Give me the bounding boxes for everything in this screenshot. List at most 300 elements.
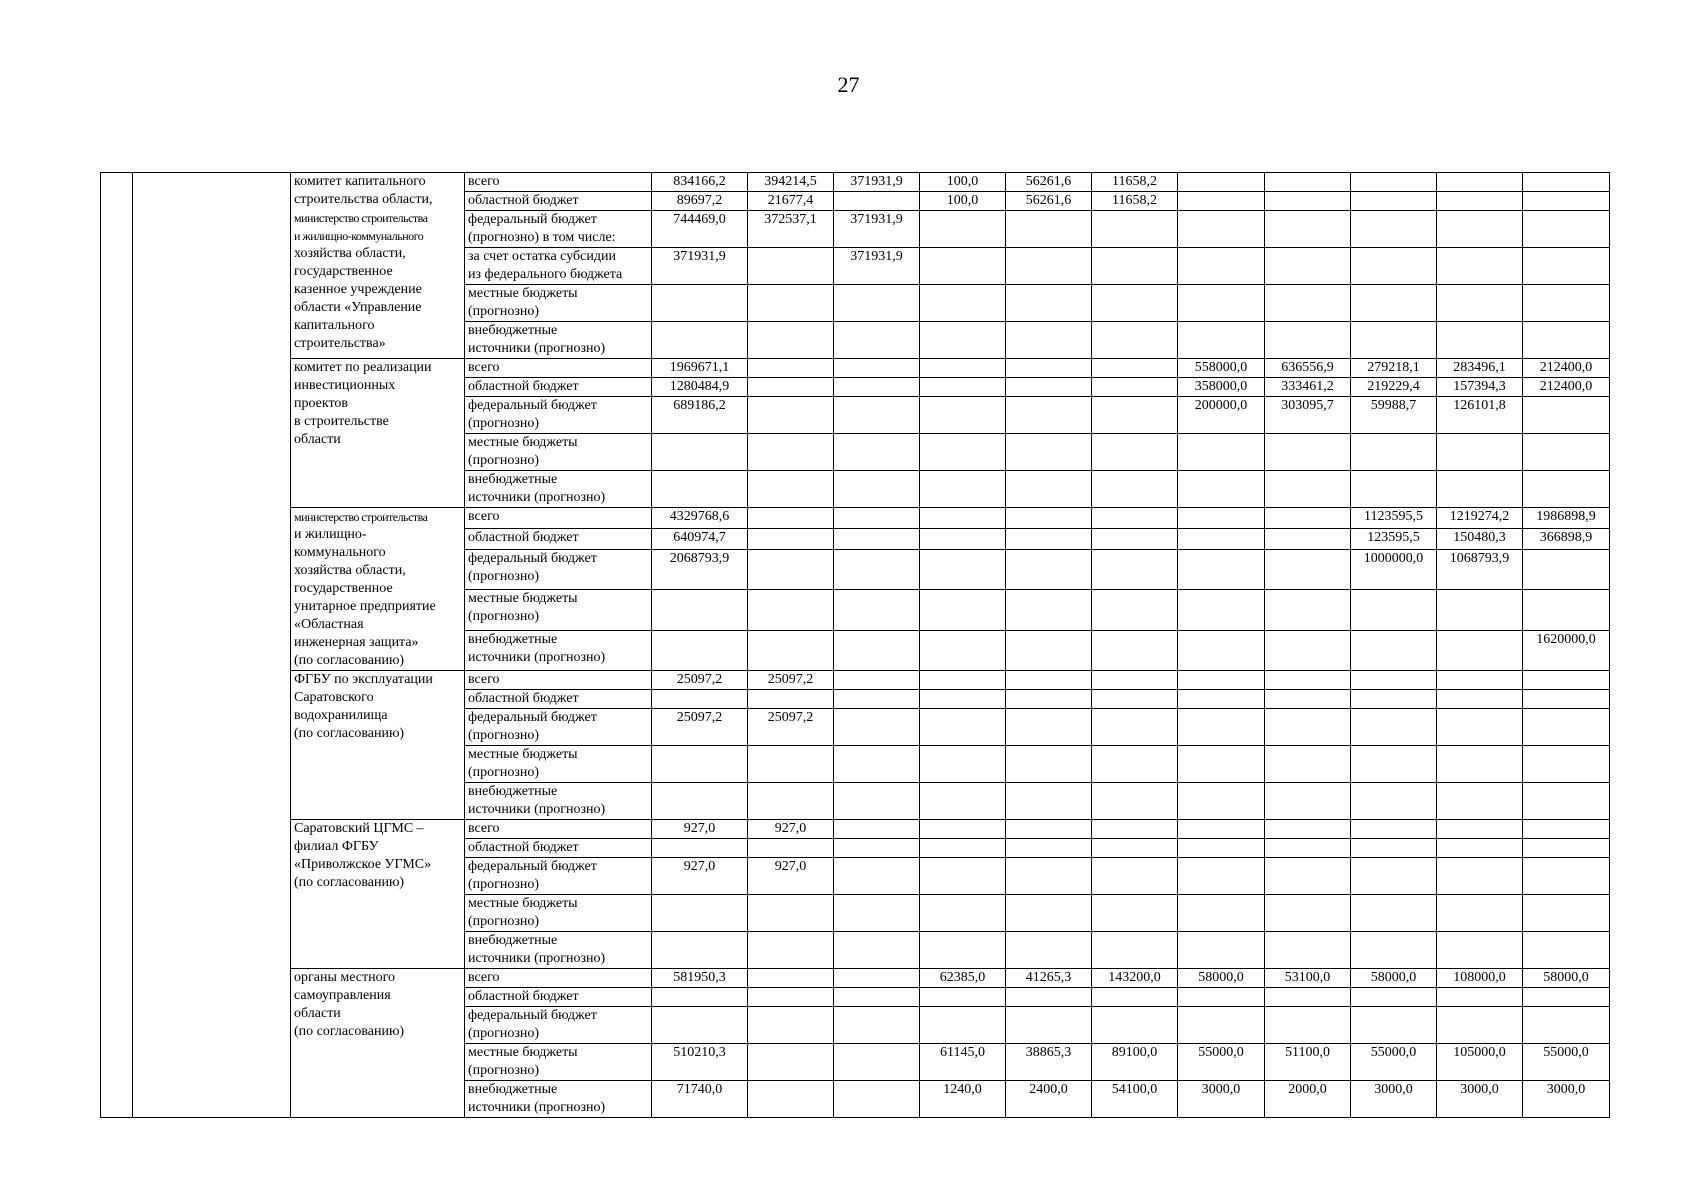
amount-cell [748,690,834,709]
amount-cell: 640974,7 [652,528,748,549]
funding-source-line: всего [468,970,500,985]
funding-source-cell [465,690,652,709]
amount-cell [1006,820,1092,839]
amount-cell: 200000,0 [1178,397,1265,434]
funding-source-line: внебюджетные [468,1082,558,1097]
amount-cell [1178,932,1265,969]
amount-cell [1265,988,1351,1007]
amount-cell [1092,508,1178,529]
amount-cell [652,590,748,630]
amount-cell [920,820,1006,839]
executor-line: хозяйства области, [294,246,406,261]
amount-cell [1351,192,1437,211]
amount-cell [1006,671,1092,690]
amount-cell [1523,549,1610,589]
executor-line: (по согласованию) [294,726,405,741]
amount-cell: 2068793,9 [652,549,748,589]
amount-cell [1523,471,1610,508]
amount-cell [1437,590,1523,630]
funding-source-cell [465,471,652,508]
amount-cell [652,322,748,359]
amount-cell [1351,285,1437,322]
amount-cell [652,839,748,858]
amount-cell [834,630,920,671]
amount-cell: 143200,0 [1092,969,1178,988]
amount-cell: 371931,9 [834,248,920,285]
table-row [101,508,1610,529]
amount-cell [748,528,834,549]
amount-cell: 51100,0 [1265,1044,1351,1081]
amount-cell [748,378,834,397]
amount-cell [748,895,834,932]
amount-cell [652,690,748,709]
amount-cell [920,359,1006,378]
amount-cell [1437,322,1523,359]
amount-cell [652,783,748,820]
amount-cell [920,248,1006,285]
amount-cell: 1969671,1 [652,359,748,378]
funding-source-line: областной бюджет [468,379,579,394]
executor-line: инженерная защита» [294,635,419,650]
funding-source-cell [465,528,652,549]
amount-cell: 108000,0 [1437,969,1523,988]
amount-cell [1178,322,1265,359]
amount-cell [1265,820,1351,839]
amount-cell: 150480,3 [1437,528,1523,549]
amount-cell [834,378,920,397]
executor-line: и жилищно-коммунального [294,229,424,243]
amount-cell [652,1007,748,1044]
amount-cell [1523,1007,1610,1044]
funding-source-line: внебюджетные [468,323,558,338]
table-row [101,671,1610,690]
amount-cell [1092,671,1178,690]
amount-cell [748,248,834,285]
funding-source-cell [465,783,652,820]
amount-cell [1006,858,1092,895]
funding-source-line: источники (прогнозно) [468,1100,606,1115]
amount-cell: 3000,0 [1437,1081,1523,1118]
amount-cell: 25097,2 [652,709,748,746]
amount-cell [748,508,834,529]
funding-source-cell [465,820,652,839]
amount-cell [1006,709,1092,746]
funding-source-line: федеральный бюджет [468,398,597,413]
amount-cell [1437,858,1523,895]
amount-cell: 25097,2 [748,671,834,690]
amount-cell: 25097,2 [652,671,748,690]
amount-cell [1178,173,1265,192]
amount-cell: 56261,6 [1006,173,1092,192]
amount-cell [1351,746,1437,783]
amount-cell [1265,322,1351,359]
amount-cell [920,895,1006,932]
amount-cell [920,932,1006,969]
funding-source-cell [465,1044,652,1081]
executor-line: казенное учреждение [294,282,422,297]
amount-cell [1006,248,1092,285]
amount-cell: 3000,0 [1351,1081,1437,1118]
amount-cell [748,397,834,434]
amount-cell [920,471,1006,508]
funding-source-line: местные бюджеты [468,435,578,450]
funding-source-cell [465,932,652,969]
amount-cell [748,434,834,471]
amount-cell [1092,630,1178,671]
amount-cell [920,397,1006,434]
amount-cell [1437,839,1523,858]
amount-cell [834,192,920,211]
amount-cell [652,285,748,322]
executor-cell [291,969,465,1118]
amount-cell [1437,173,1523,192]
amount-cell: 100,0 [920,192,1006,211]
amount-cell [920,590,1006,630]
amount-cell [748,783,834,820]
amount-cell: 126101,8 [1437,397,1523,434]
amount-cell [1351,690,1437,709]
amount-cell [748,590,834,630]
amount-cell: 56261,6 [1006,192,1092,211]
amount-cell [1265,932,1351,969]
amount-cell: 100,0 [920,173,1006,192]
amount-cell: 55000,0 [1178,1044,1265,1081]
amount-cell [1351,820,1437,839]
executor-line: ФГБУ по эксплуатации [294,672,433,687]
amount-cell [834,508,920,529]
amount-cell [1523,895,1610,932]
amount-cell: 927,0 [652,820,748,839]
amount-cell [1178,783,1265,820]
amount-cell [1351,248,1437,285]
funding-source-cell [465,630,652,671]
executor-line: строительства области, [294,192,433,207]
amount-cell [920,630,1006,671]
amount-cell [834,820,920,839]
funding-source-line: областной бюджет [468,691,579,706]
amount-cell [834,549,920,589]
executor-line: области [294,1006,341,1021]
executor-line: филиал ФГБУ [294,839,379,854]
funding-source-line: (прогнозно) [468,1063,540,1078]
amount-cell [1178,895,1265,932]
funding-source-line: федеральный бюджет [468,212,597,227]
funding-source-line: местные бюджеты [468,286,578,301]
amount-cell: 3000,0 [1523,1081,1610,1118]
funding-source-line: всего [468,174,500,189]
funding-source-cell [465,988,652,1007]
amount-cell [1006,528,1092,549]
amount-cell [1006,932,1092,969]
funding-source-cell [465,173,652,192]
amount-cell [1092,895,1178,932]
amount-cell [1523,671,1610,690]
amount-cell [1437,1007,1523,1044]
amount-cell: 11658,2 [1092,192,1178,211]
amount-cell [1523,746,1610,783]
amount-cell [1437,932,1523,969]
amount-cell [1092,783,1178,820]
amount-cell [1092,549,1178,589]
amount-cell: 283496,1 [1437,359,1523,378]
funding-source-line: местные бюджеты [468,1045,578,1060]
funding-source-line: источники (прогнозно) [468,490,606,505]
measure-name-cell [133,173,291,1118]
amount-cell [920,528,1006,549]
executor-line: проектов [294,396,349,411]
amount-cell [1178,630,1265,671]
executor-line: инвестиционных [294,378,396,393]
amount-cell [1178,471,1265,508]
amount-cell: 372537,1 [748,211,834,248]
amount-cell: 366898,9 [1523,528,1610,549]
amount-cell [1351,858,1437,895]
amount-cell: 123595,5 [1351,528,1437,549]
executor-line: органы местного [294,970,395,985]
amount-cell [1351,839,1437,858]
amount-cell: 55000,0 [1523,1044,1610,1081]
funding-source-cell [465,549,652,589]
amount-cell [652,895,748,932]
amount-cell: 89100,0 [1092,1044,1178,1081]
table-row [101,359,1610,378]
amount-cell [1351,671,1437,690]
funding-source-line: (прогнозно) [468,765,540,780]
amount-cell [920,549,1006,589]
amount-cell: 71740,0 [652,1081,748,1118]
amount-cell [1437,471,1523,508]
amount-cell [1178,988,1265,1007]
amount-cell: 2000,0 [1265,1081,1351,1118]
amount-cell [1265,709,1351,746]
executor-line: министерство строительства [294,510,428,524]
amount-cell [834,359,920,378]
page-number: 27 [837,72,860,97]
funding-source-cell [465,746,652,783]
amount-cell [1092,397,1178,434]
amount-cell: 558000,0 [1178,359,1265,378]
funding-source-cell [465,671,652,690]
funding-source-line: всего [468,821,500,836]
amount-cell [834,783,920,820]
amount-cell [834,322,920,359]
amount-cell [834,709,920,746]
executor-line: комитет капитального [294,174,426,189]
amount-cell: 1620000,0 [1523,630,1610,671]
amount-cell [1351,434,1437,471]
amount-cell [1351,211,1437,248]
funding-source-line: областной бюджет [468,193,579,208]
executor-line: в строительстве [294,414,389,429]
funding-source-cell [465,359,652,378]
funding-source-cell [465,248,652,285]
executor-line: Саратовского [294,690,374,705]
amount-cell [1351,895,1437,932]
amount-cell: 58000,0 [1178,969,1265,988]
amount-cell [1265,434,1351,471]
amount-cell [1092,820,1178,839]
funding-source-cell [465,590,652,630]
amount-cell [1178,1007,1265,1044]
amount-cell [1437,746,1523,783]
amount-cell [1437,285,1523,322]
amount-cell [1437,783,1523,820]
executor-line: области «Управление [294,300,422,315]
amount-cell [1092,590,1178,630]
executor-line: государственное [294,581,393,596]
funding-source-line: всего [468,672,500,687]
amount-cell [1178,671,1265,690]
amount-cell: 1280484,9 [652,378,748,397]
amount-cell [920,508,1006,529]
amount-cell [1523,839,1610,858]
amount-cell [1092,211,1178,248]
funding-source-line: (прогнозно) [468,568,540,584]
amount-cell [1523,590,1610,630]
amount-cell [1092,378,1178,397]
executor-line: (по согласованию) [294,875,405,890]
amount-cell [920,988,1006,1007]
amount-cell [1265,508,1351,529]
executor-cell [291,820,465,969]
amount-cell [1092,322,1178,359]
amount-cell [920,783,1006,820]
funding-source-line: (прогнозно) в том числе: [468,230,616,245]
amount-cell [1006,839,1092,858]
amount-cell [1006,322,1092,359]
executor-line: хозяйства области, [294,563,406,578]
amount-cell [1178,434,1265,471]
amount-cell [1006,895,1092,932]
amount-cell [834,690,920,709]
executor-line: государственное [294,264,393,279]
amount-cell [1006,783,1092,820]
amount-cell [1265,1007,1351,1044]
amount-cell [834,1007,920,1044]
amount-cell [1523,988,1610,1007]
amount-cell [920,858,1006,895]
amount-cell [1265,248,1351,285]
amount-cell [1437,630,1523,671]
amount-cell: 2400,0 [1006,1081,1092,1118]
executor-line: (по согласованию) [294,1024,405,1039]
amount-cell [1178,820,1265,839]
funding-source-cell [465,895,652,932]
funding-source-line: местные бюджеты [468,896,578,911]
amount-cell: 3000,0 [1178,1081,1265,1118]
funding-source-cell [465,858,652,895]
amount-cell: 54100,0 [1092,1081,1178,1118]
amount-cell [1351,322,1437,359]
executor-cell [291,173,465,359]
amount-cell [1265,746,1351,783]
amount-cell [1092,285,1178,322]
amount-cell [834,839,920,858]
amount-cell [834,671,920,690]
amount-cell [1351,471,1437,508]
amount-cell [834,932,920,969]
amount-cell [1265,630,1351,671]
amount-cell [1006,746,1092,783]
amount-cell [1092,434,1178,471]
amount-cell [1437,211,1523,248]
funding-source-cell [465,434,652,471]
amount-cell: 21677,4 [748,192,834,211]
funding-source-cell [465,397,652,434]
amount-cell [1178,192,1265,211]
amount-cell [748,359,834,378]
amount-cell [1178,211,1265,248]
amount-cell [1006,211,1092,248]
amount-cell [920,285,1006,322]
amount-cell [920,1007,1006,1044]
amount-cell [1523,285,1610,322]
funding-source-cell [465,1007,652,1044]
amount-cell [1006,630,1092,671]
executor-line: Саратовский ЦГМС – [294,821,424,836]
amount-cell [652,471,748,508]
funding-source-line: внебюджетные [468,784,558,799]
funding-source-line: (прогнозно) [468,609,540,625]
amount-cell [1006,378,1092,397]
funding-source-line: источники (прогнозно) [468,951,606,966]
amount-cell: 636556,9 [1265,359,1351,378]
amount-cell [1265,211,1351,248]
amount-cell [1351,988,1437,1007]
table-row [101,820,1610,839]
executor-line: и жилищно- [294,527,367,542]
funding-source-line: (прогнозно) [468,914,540,929]
amount-cell [748,839,834,858]
funding-source-line: (прогнозно) [468,1026,540,1041]
amount-cell [652,932,748,969]
amount-cell [1523,820,1610,839]
amount-cell [748,285,834,322]
amount-cell: 581950,3 [652,969,748,988]
executor-line: министерство строительства [294,211,428,225]
amount-cell [834,895,920,932]
amount-cell: 1123595,5 [1351,508,1437,529]
funding-source-line: (прогнозно) [468,416,540,431]
amount-cell [1437,709,1523,746]
amount-cell [1265,549,1351,589]
executor-cell [291,671,465,820]
funding-source-line: областной бюджет [468,840,579,855]
amount-cell [1006,1007,1092,1044]
amount-cell [1178,549,1265,589]
amount-cell: 105000,0 [1437,1044,1523,1081]
amount-cell [920,709,1006,746]
amount-cell [1006,397,1092,434]
amount-cell [920,322,1006,359]
amount-cell [1178,285,1265,322]
amount-cell [834,590,920,630]
funding-source-cell [465,709,652,746]
budget-table [100,172,1610,1118]
amount-cell [834,434,920,471]
executor-line: (по согласованию) [294,653,405,668]
amount-cell: 25097,2 [748,709,834,746]
amount-cell [1523,322,1610,359]
amount-cell [1437,434,1523,471]
amount-cell [1523,783,1610,820]
amount-cell [1265,590,1351,630]
amount-cell [748,932,834,969]
funding-source-cell [465,322,652,359]
amount-cell: 38865,3 [1006,1044,1092,1081]
amount-cell [1178,508,1265,529]
amount-cell [920,746,1006,783]
